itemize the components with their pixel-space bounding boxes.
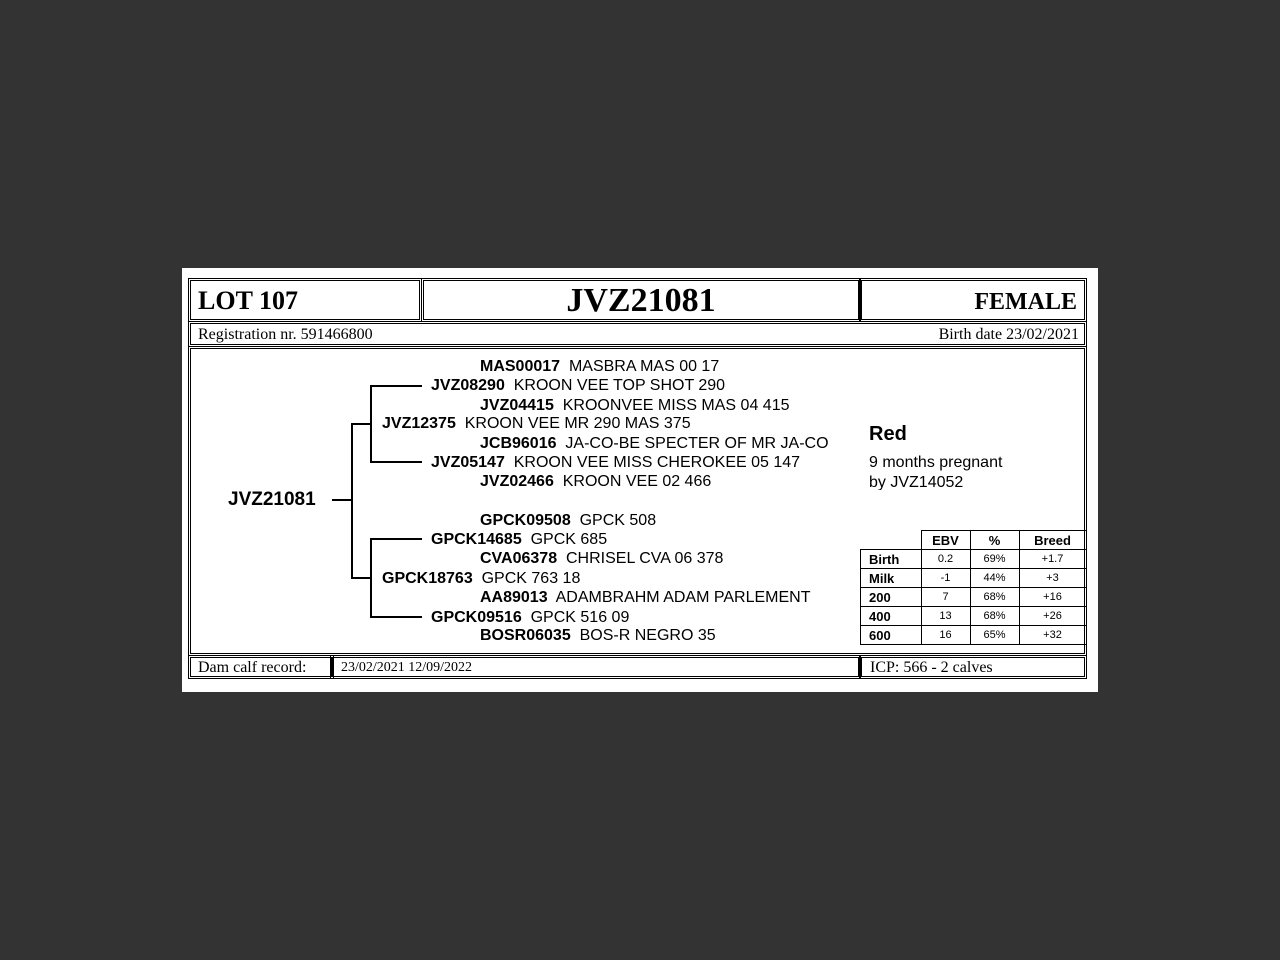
dam-calf-label-box: [188, 655, 334, 679]
ebv-row: [861, 626, 1087, 645]
pedigree-dd-sire: AA89013 ADAMBRAHM ADAM PARLEMENT: [480, 589, 811, 606]
pedigree-sire-dam: JVZ05147 KROON VEE MISS CHEROKEE 05 147: [431, 454, 801, 471]
animal-id: JVZ21081: [566, 282, 716, 319]
pedigree-dam: GPCK18763 GPCK 763 18: [382, 570, 581, 587]
ebv-row-label: Birth: [861, 550, 922, 569]
ebv-row: [861, 569, 1087, 588]
connector-sire: [351, 423, 371, 425]
ebv-value: 13: [921, 607, 970, 626]
ebv-row: [861, 607, 1087, 626]
ebv-accuracy: 68%: [970, 607, 1019, 626]
sex-box: [859, 278, 1087, 322]
ebv-breed-avg: +1.7: [1019, 550, 1086, 569]
id-box: [421, 278, 861, 322]
dam-calf-label: Dam calf record:: [198, 659, 307, 676]
ebv-breed-avg: +26: [1019, 607, 1086, 626]
connector-dam-sire: [370, 538, 422, 540]
ebv-breed-avg: +3: [1019, 569, 1086, 588]
ebv-header-breed: Breed: [1019, 531, 1086, 550]
ebv-header-pct: %: [970, 531, 1019, 550]
connector-dam-dam: [370, 616, 422, 618]
connector-dam: [351, 577, 371, 579]
pedigree-sd-dam: JVZ02466 KROON VEE 02 466: [480, 473, 712, 490]
connector-dam-vertical: [370, 538, 372, 618]
lot-card: [182, 268, 1098, 692]
dam-calf-dates: 23/02/2021 12/09/2022: [341, 660, 473, 675]
ebv-value: 7: [921, 588, 970, 607]
pregnant-by: by JVZ14052: [869, 474, 964, 490]
lot-box: [188, 278, 422, 322]
birth-date: Birth date 23/02/2021: [938, 326, 1079, 343]
ebv-value: 0.2: [921, 550, 970, 569]
dam-calf-dates-box: [330, 655, 861, 679]
pedigree-dam-sire: GPCK14685 GPCK 685: [431, 531, 608, 548]
ebv-row: [861, 588, 1087, 607]
pedigree-sire-sire: JVZ08290 KROON VEE TOP SHOT 290: [431, 377, 726, 394]
connector-sire-dam: [370, 461, 422, 463]
pregnancy-status: 9 months pregnant: [869, 454, 1003, 471]
pregnant-by-clip: [869, 473, 963, 490]
lot-number: LOT 107: [198, 286, 298, 315]
ebv-breed-avg: +32: [1019, 626, 1086, 645]
connector-sire-sire: [370, 385, 422, 387]
pedigree-dam-dam: GPCK09516 GPCK 516 09: [431, 609, 630, 626]
pedigree-ss-sire: MAS00017 MASBRA MAS 00 17: [480, 358, 720, 375]
ebv-row-label: 600: [861, 626, 922, 645]
ebv-accuracy: 65%: [970, 626, 1019, 645]
sex-label: FEMALE: [974, 289, 1077, 315]
ebv-table: [860, 530, 1087, 645]
ebv-header-blank: [861, 531, 922, 550]
ebv-header-ebv: EBV: [921, 531, 970, 550]
ebv-accuracy: 44%: [970, 569, 1019, 588]
pedigree-dd-dam: BOSR06035 BOS-R NEGRO 35: [480, 627, 716, 642]
connector-sire-vertical: [370, 385, 372, 463]
ebv-row-label: 200: [861, 588, 922, 607]
pedigree-ds-sire: GPCK09508 GPCK 508: [480, 512, 657, 529]
pedigree-sire: JVZ12375 KROON VEE MR 290 MAS 375: [382, 415, 691, 432]
ebv-accuracy: 69%: [970, 550, 1019, 569]
ebv-row-label: 400: [861, 607, 922, 626]
icp-box: [859, 655, 1087, 679]
ebv-value: 16: [921, 626, 970, 645]
ebv-breed-avg: +16: [1019, 588, 1086, 607]
connector-main-vertical: [351, 423, 353, 579]
pedigree-ds-dam: CVA06378 CHRISEL CVA 06 378: [480, 550, 724, 567]
info-row: [188, 321, 1087, 347]
pedigree-dd-dam-clip: [480, 626, 716, 642]
ebv-header-row: [861, 531, 1087, 550]
ebv-row-label: Milk: [861, 569, 922, 588]
ebv-value: -1: [921, 569, 970, 588]
connector-root: [332, 499, 352, 501]
icp-value: ICP: 566 - 2 calves: [870, 659, 993, 676]
pedigree-animal: JVZ21081: [228, 489, 316, 510]
pedigree-ss-dam: JVZ04415 KROONVEE MISS MAS 04 415: [480, 397, 790, 414]
color-label: Red: [869, 423, 907, 445]
ebv-accuracy: 68%: [970, 588, 1019, 607]
pedigree-sd-sire: JCB96016 JA-CO-BE SPECTER OF MR JA-CO: [480, 435, 829, 452]
ebv-row: [861, 550, 1087, 569]
registration-number: Registration nr. 591466800: [198, 326, 373, 343]
